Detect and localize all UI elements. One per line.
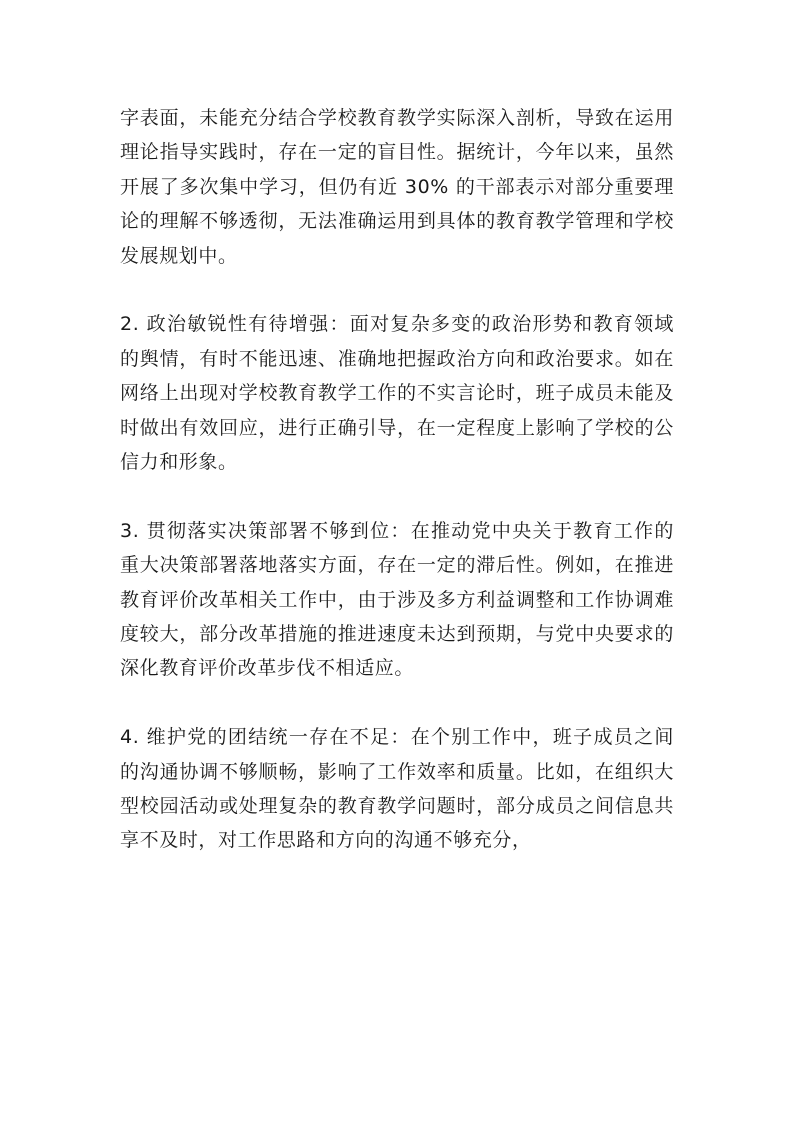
paragraph-item-4-party-unity: 4. 维护党的团结统一存在不足：在个别工作中，班子成员之间的沟通协调不够顺畅，影响了工作效率和质量。比如，在组织大型校园活动或处理复杂的教育教学问题时，部分成员之间信息共享不及时，对工作思路和方向的沟通不够充分， xyxy=(120,726,674,852)
document-body xyxy=(120,101,674,858)
paragraph-item-2-political-sensitivity: 2. 政治敏锐性有待增强：面对复杂多变的政治形势和教育领域的舆情，有时不能迅速、准确地把握政治方向和政治要求。如在网络上出现对学校教育教学工作的不实言论时，班子成员未能及时做出有效回应，进行正确引导，在一定程度上影响了学校的公信力和形象。 xyxy=(120,313,674,474)
paragraph-continuation: 字表面，未能充分结合学校教育教学实际深入剖析，导致在运用理论指导实践时，存在一定的盲目性。据统计，今年以来，虽然开展了多次集中学习，但仍有近 30% 的干部表示对部分重要理论的理解不够透彻，无法准确运用到具体的教育教学管理和学校发展规划中。 xyxy=(120,107,674,267)
paragraph-item-3-implementation: 3. 贯彻落实决策部署不够到位：在推动党中央关于教育工作的重大决策部署落地落实方面，存在一定的滞后性。例如，在推进教育评价改革相关工作中，由于涉及多方利益调整和工作协调难度较大，部分改革措施的推进速度未达到预期，与党中央要求的深化教育评价改革步伐不相适应。 xyxy=(120,519,674,680)
